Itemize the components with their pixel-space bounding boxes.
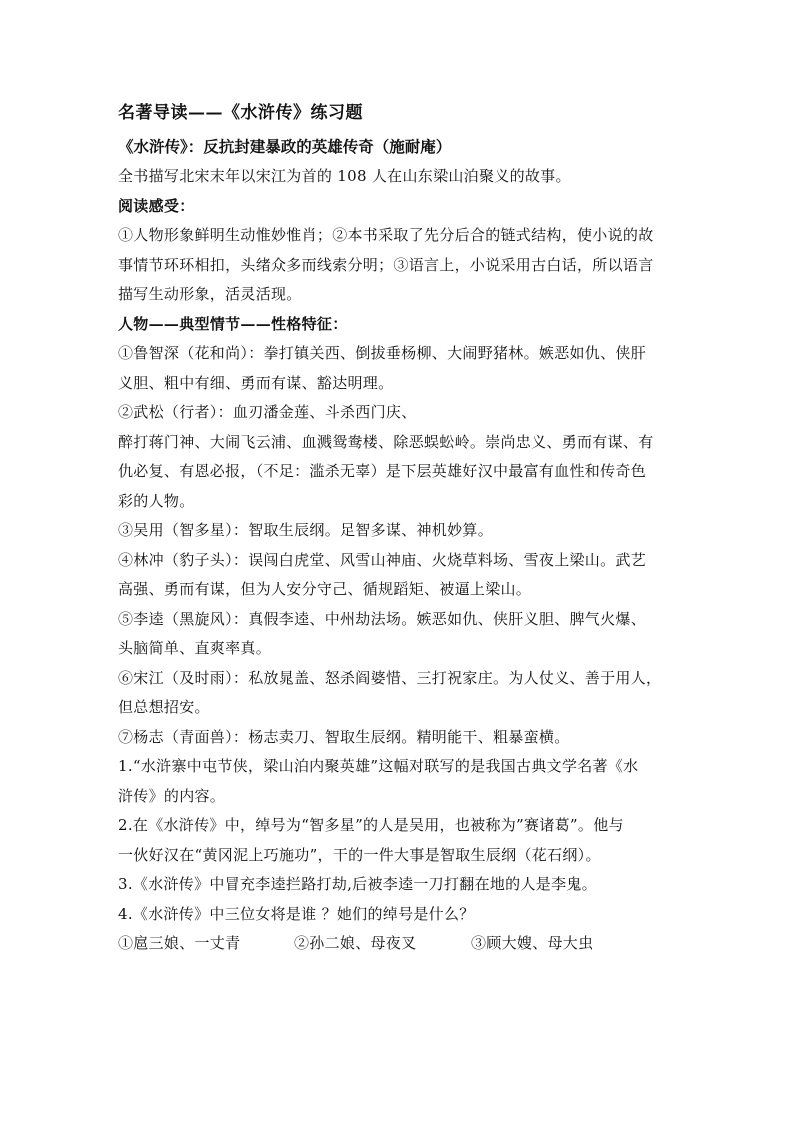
text-line: 2.在《水浒传》中，绰号为“智多星”的人是吴用，也被称为”赛诸葛”。他与 bbox=[118, 816, 624, 834]
book-subtitle: 《水浒传》：反抗封建暴政的英雄传奇（施耐庵） bbox=[118, 137, 452, 156]
text-line: 1.“水浒寨中屯节侠，梁山泊内聚英雄”这幅对联写的是我国古典文学名著《水 bbox=[118, 757, 639, 775]
text-line: ①人物形象鲜明生动惟妙惟肖；②本书采取了先分后合的链式结构，使小说的故 bbox=[118, 226, 654, 244]
text-line: 但总想招安。 bbox=[118, 698, 210, 716]
text-line: 义胆、粗中有细、勇而有谋、豁达明理。 bbox=[118, 373, 394, 392]
section-heading: 阅读感受： bbox=[118, 196, 195, 215]
text-line: ③吴用（智多星）：智取生辰纲。足智多谋、神机妙算。 bbox=[118, 521, 494, 539]
document-page bbox=[118, 98, 678, 959]
text-line: ⑤李逵（黑旋风）：真假李逵、中州劫法场。嫉恶如仇、侠肝义胆、脾气火爆、 bbox=[118, 609, 647, 628]
answer-options bbox=[118, 929, 678, 959]
text-line: 事情节环环相扣，头绪众多而线索分明；③语言上，小说采用古白话，所以语言 bbox=[118, 255, 654, 274]
text-line: ⑦杨志（青面兽）：杨志卖刀、智取生辰纲。精明能干、粗暴蛮横。 bbox=[118, 727, 570, 746]
option-2: ②孙二娘、母夜叉 bbox=[294, 934, 417, 952]
text-line: 高强、勇而有谋，但为人安分守己、循规蹈矩、被逼上梁山。 bbox=[118, 580, 532, 598]
document-title: 名著导读——《水浒传》练习题 bbox=[118, 103, 363, 123]
text-line: ④林冲（豹子头）：误闯白虎堂、风雪山神庙、火烧草料场、雪夜上梁山。武艺 bbox=[118, 550, 647, 569]
section-heading: 人物——典型情节——性格特征： bbox=[118, 314, 348, 333]
text-line: ⑥宋江（及时雨）：私放晁盖、怒杀阎婆惜、三打祝家庄。为人仗义、善于用人， bbox=[118, 668, 662, 687]
text-line: 彩的人物。 bbox=[118, 491, 195, 510]
text-line: 浒传》的内容。 bbox=[118, 786, 226, 805]
text-line: 仇必复、有恩必报，（不足：滥杀无辜）是下层英雄好汉中最富有血性和传奇色 bbox=[118, 462, 647, 480]
option-3: ③顾大嫂、母大虫 bbox=[471, 934, 594, 952]
text-line: 全书描写北宋末年以宋江为首的 108 人在山东梁山泊聚义的故事。 bbox=[118, 167, 571, 185]
text-line: 醉打蒋门神、大闹飞云浦、血溅鸳鸯楼、除恶蜈蚣岭。崇尚忠义、勇而有谋、有 bbox=[118, 432, 654, 451]
text-line: 描写生动形象，活灵活现。 bbox=[118, 285, 302, 303]
text-line: ①鲁智深（花和尚）：拳打镇关西、倒拔垂杨柳、大闹野猪林。嫉恶如仇、侠肝 bbox=[118, 344, 647, 362]
text-line: 头脑简单、直爽率真。 bbox=[118, 639, 272, 657]
text-line: 一伙好汉在“黄冈泥上巧施功”，干的一件大事是智取生辰纲（花石纲）。 bbox=[118, 845, 601, 864]
text-line: 3.《水浒传》中冒充李逵拦路打劫,后被李逵一刀打翻在地的人是李鬼。 bbox=[118, 875, 597, 893]
option-1: ①扈三娘、一丈青 bbox=[118, 934, 241, 952]
document-body bbox=[118, 162, 678, 929]
text-line: ②武松（行者）：血刃潘金莲、斗杀西门庆、 bbox=[118, 403, 417, 421]
text-line: 4.《水浒传》中三位女将是谁 ？她们的绰号是什么？ bbox=[118, 904, 475, 923]
